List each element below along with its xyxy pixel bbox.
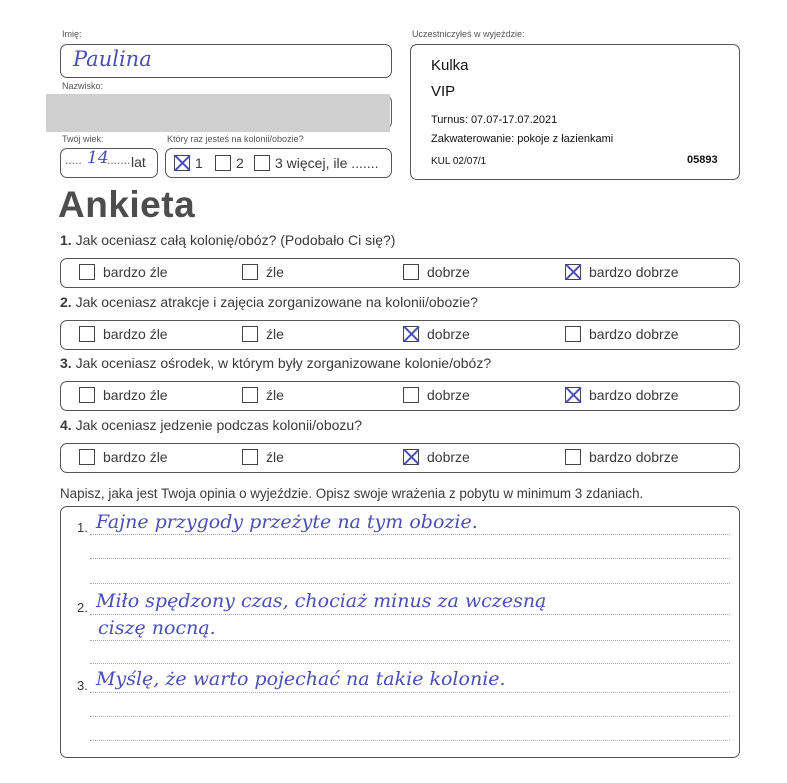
question-1	[60, 232, 395, 248]
ruled-line	[90, 692, 730, 693]
times-option-3: 3 więcej, ile .......	[275, 155, 379, 171]
question-text: Jak oceniasz atrakcje i zajęcia zorganizowane na kolonii/obozie?	[75, 294, 478, 310]
times-label: Który raz jesteś na kolonii/obozie?	[167, 134, 304, 144]
checkbox-q4-4[interactable]	[565, 449, 581, 465]
option-label: źle	[266, 449, 284, 465]
ruled-line	[90, 740, 730, 741]
age-field[interactable]	[60, 148, 158, 178]
question-2	[60, 294, 478, 310]
option-label: bardzo dobrze	[589, 449, 679, 465]
age-dots: .....	[65, 153, 82, 167]
checkbox-q4-2[interactable]	[242, 449, 258, 465]
participant-code: KUL 02/07/1	[431, 156, 487, 167]
question-text: Jak oceniasz jedzenie podczas kolonii/obozu?	[75, 417, 362, 433]
times-field	[165, 148, 392, 178]
checkbox-q2-1[interactable]	[79, 326, 95, 342]
ruled-line	[90, 614, 730, 615]
first-name-field[interactable]	[60, 44, 392, 78]
option-label: bardzo dobrze	[589, 387, 679, 403]
question-number: 3.	[60, 355, 72, 371]
option-label: bardzo źle	[103, 326, 168, 342]
option-label: dobrze	[427, 387, 470, 403]
survey-title: Ankieta	[58, 184, 196, 225]
option-label: bardzo źle	[103, 264, 168, 280]
opinion-line-2-1: Miło spędzony czas, chociaż minus za wczesną	[96, 590, 547, 612]
checkbox-q2-2[interactable]	[242, 326, 258, 342]
opinion-number-2: 2.	[77, 600, 88, 615]
option-label: źle	[266, 326, 284, 342]
ruled-line	[90, 663, 730, 664]
question-text: Jak oceniasz ośrodek, w którym były zorganizowane kolonie/obóz?	[75, 355, 492, 371]
participant-number: 05893	[687, 154, 718, 166]
checkbox-q3-3[interactable]	[403, 387, 419, 403]
times-option-2: 2	[236, 155, 244, 171]
times-checkbox-3[interactable]	[254, 155, 270, 171]
option-label: bardzo dobrze	[589, 326, 679, 342]
ruled-line	[90, 640, 730, 641]
option-label: bardzo dobrze	[589, 264, 679, 280]
checkbox-q2-4[interactable]	[565, 326, 581, 342]
opinion-line-2-2: ciszę nocną.	[98, 617, 216, 639]
checkbox-q1-1[interactable]	[79, 264, 95, 280]
question-number: 4.	[60, 417, 72, 433]
opinion-prompt: Napisz, jaka jest Twoja opinia o wyjeździe. Opisz swoje wrażenia z pobytu w minimum 3 zdaniach.	[60, 486, 644, 501]
age-label: Twój wiek:	[62, 134, 104, 144]
age-unit: lat	[131, 154, 146, 170]
age-dots-2: .......	[107, 153, 131, 167]
checkbox-q2-3[interactable]	[403, 326, 419, 342]
checkbox-q3-1[interactable]	[79, 387, 95, 403]
ruled-line	[90, 716, 730, 717]
first-name-label: Imię:	[62, 29, 82, 39]
checkbox-q3-4[interactable]	[565, 387, 581, 403]
opinion-number-3: 3.	[77, 678, 88, 693]
redaction-block	[46, 94, 390, 132]
opinion-line-3-1: Myślę, że warto pojechać na takie kolonie.	[96, 668, 506, 690]
checkbox-q4-1[interactable]	[79, 449, 95, 465]
ruled-line	[90, 534, 730, 535]
times-option-1: 1	[195, 155, 203, 171]
option-label: źle	[266, 264, 284, 280]
participant-type: VIP	[431, 83, 456, 100]
participant-card	[410, 44, 740, 180]
participant-label: Uczestniczyłeś w wyjeździe:	[412, 29, 525, 39]
checkbox-q4-3[interactable]	[403, 449, 419, 465]
times-checkbox-1[interactable]	[174, 155, 190, 171]
last-name-label: Nazwisko:	[62, 81, 104, 91]
ruled-line	[90, 558, 730, 559]
option-label: bardzo źle	[103, 449, 168, 465]
option-label: dobrze	[427, 326, 470, 342]
participant-name: Kulka	[431, 57, 469, 74]
opinion-number-1: 1.	[77, 520, 88, 535]
checkbox-q3-2[interactable]	[242, 387, 258, 403]
age-value: 14	[87, 148, 109, 168]
participant-accommodation: Zakwaterowanie: pokoje z łazienkami	[431, 133, 614, 145]
question-3	[60, 355, 491, 371]
question-number: 2.	[60, 294, 72, 310]
question-number: 1.	[60, 232, 72, 248]
option-label: bardzo źle	[103, 387, 168, 403]
option-label: dobrze	[427, 264, 470, 280]
option-label: źle	[266, 387, 284, 403]
checkbox-q1-3[interactable]	[403, 264, 419, 280]
option-label: dobrze	[427, 449, 470, 465]
times-checkbox-2[interactable]	[215, 155, 231, 171]
question-text: Jak oceniasz całą kolonię/obóz? (Podobało Ci się?)	[75, 232, 396, 248]
first-name-value: Paulina	[73, 47, 152, 71]
question-4	[60, 417, 362, 433]
ruled-line	[90, 583, 730, 584]
checkbox-q1-2[interactable]	[242, 264, 258, 280]
checkbox-q1-4[interactable]	[565, 264, 581, 280]
participant-turnus: Turnus: 07.07-17.07.2021	[431, 114, 558, 126]
opinion-line-1-1: Fajne przygody przeżyte na tym obozie.	[96, 511, 478, 533]
